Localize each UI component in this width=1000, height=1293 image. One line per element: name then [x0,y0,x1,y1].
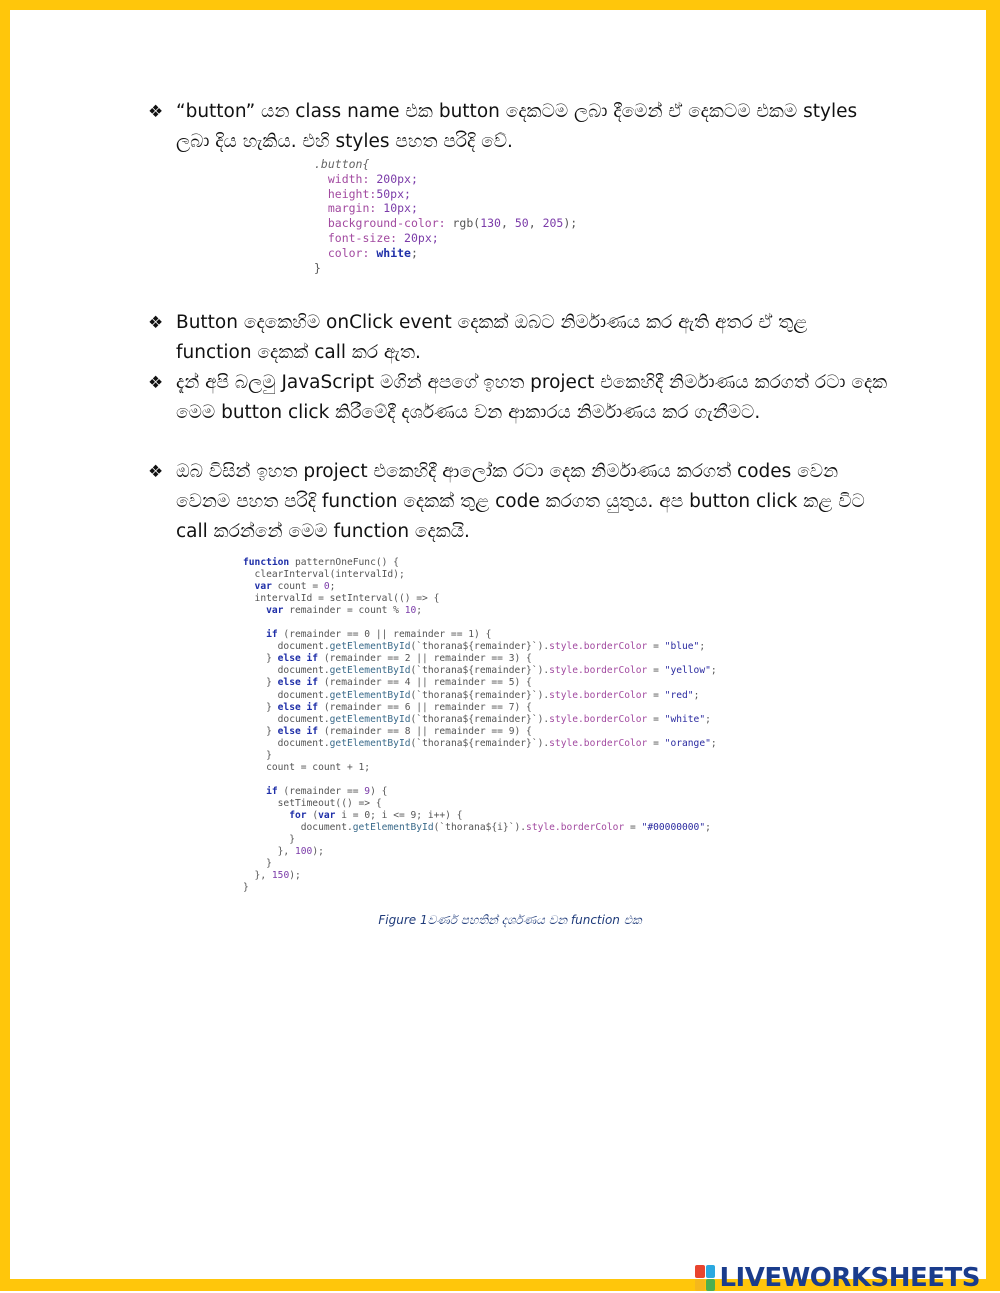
code-token: ); [563,216,578,231]
code-token: document. [243,822,353,834]
code-token: (remainder == 0 || remainder == 1) { [277,629,492,641]
code-token: style.borderColor [549,641,648,653]
code-token: 200px; [376,171,418,186]
code-token: ); [289,870,301,882]
css-code-snippet: .button{ width: 200px; height:50px; margin: 10px; background-color: rgb(130, 50, 205); font-size: 20px; color: white; } [314,157,578,275]
logo-text: LIVEWORKSHEETS [719,1263,980,1293]
logo-badge-icon [695,1265,715,1291]
code-token: ; [705,713,711,725]
code-token: ; [329,581,336,593]
code-token: clearInterval(intervalId); [243,569,405,581]
code-token: ; [693,689,700,701]
code-token: rgb( [452,216,481,231]
code-token: if [243,629,278,641]
code-token: i = 0; i <= 9; i++) { [335,809,463,821]
code-token: else if [277,653,319,665]
code-token: margin: [327,201,377,216]
code-token: = [647,737,665,749]
code-token: getElementById [329,737,411,749]
code-token: count = count + 1; [243,761,371,773]
code-token: (remainder == 8 || remainder == 9) { [318,725,532,737]
code-token: (`thorana${remainder}`). [410,713,550,725]
code-token: getElementById [329,689,411,701]
code-token: } [243,858,272,870]
code-token: height: [327,186,377,201]
logo-badge-cell [706,1279,716,1292]
code-token: ; [705,822,711,834]
js-code-snippet [243,557,717,894]
diamond-bullet-icon: ❖ [148,313,164,333]
code-token: ; [710,737,717,749]
code-token: function [243,557,290,568]
code-token: } [243,834,295,846]
code-token: }, [243,846,295,858]
code-token: }, [243,870,272,882]
code-token: "red" [664,689,694,701]
code-token: 205 [542,216,564,231]
code-token: "white" [664,713,706,725]
code-token: ; [699,641,706,653]
code-token: } [243,701,278,713]
code-token: ; [710,665,717,677]
code-token: (`thorana${remainder}`). [410,641,550,653]
code-token: document. [243,665,330,677]
code-token: font-size: [327,230,398,245]
bullet-text: දැන් අපි බලමු JavaScript මගින් අපගේ ඉහත project එකෙහිදී නිර්මාණය කරගත් රටා දෙක මෙම button click කිරීමේදී දර්ශණය වන ආකාරය නිර්මාණය කර ගැනීමට. [176,372,888,423]
code-token: } [243,725,278,737]
code-token: = [647,641,665,653]
code-token: (`thorana${remainder}`). [410,737,550,749]
code-token: else if [277,701,319,713]
code-token: (`thorana${remainder}`). [410,665,550,677]
code-token: document. [243,713,330,725]
code-token: "orange" [664,737,711,749]
code-token: else if [277,725,319,737]
code-token: width: [327,171,370,186]
code-token: count = [271,581,324,593]
code-token: 0 [323,581,330,593]
code-token: document. [243,641,330,653]
code-token: } [314,260,321,275]
code-token: } [243,749,272,761]
code-token: getElementById [329,665,411,677]
code-token: 20px; [404,230,439,245]
code-token: getElementById [352,822,434,834]
code-token: else if [277,677,319,689]
code-token: (`thorana${remainder}`). [410,689,550,701]
code-token: "#00000000" [641,822,706,834]
code-token: document. [243,689,330,701]
code-token: document. [243,737,330,749]
bullet-item-1 [148,97,888,157]
code-token: style.borderColor [526,822,625,834]
code-token: 150 [271,870,290,882]
code-token: ; [410,245,418,260]
code-token: color: [327,245,370,260]
diamond-bullet-icon: ❖ [148,462,164,482]
bullet-text: “button” යන class name එක button දෙකටම ලබා දීමෙන් ඒ දෙකටම එකම styles ලබා දිය හැකිය. එහි styles පහත පරිදි වේ. [176,101,858,152]
code-token: ); [312,846,324,858]
code-token: style.borderColor [549,713,648,725]
code-token: .button{ [314,157,370,171]
code-token: ( [306,809,319,821]
code-token: = [647,713,665,725]
code-token: var [318,809,336,821]
code-token: remainder = count % [283,605,405,617]
code-token: (remainder == 4 || remainder == 5) { [318,677,532,689]
code-token: style.borderColor [549,689,648,701]
code-token: ) { [370,785,388,797]
bullet-item-4 [148,457,888,547]
code-token: 100 [294,846,313,858]
code-token: 10 [404,605,417,617]
code-token: for [243,809,307,821]
bullet-text: ඔබ විසින් ඉහත project එකෙහිදී ආලෝක රටා දෙක නිර්මාණය කරගත් codes වෙන වෙනම පහත පරිදි function දෙකක් තුළ code කරගත යුතුය. අප button click කළ විට call කරන්නේ මෙම function දෙකයි. [176,461,865,542]
code-token: = [647,665,665,677]
figure-caption: Figure 1වර්ණ පහතින් දර්ශණය වන function එක [378,913,642,927]
code-token: ; [416,605,423,617]
code-token: } [243,882,249,894]
code-token: (remainder == 2 || remainder == 3) { [318,653,532,665]
code-token: 50px; [376,186,411,201]
code-token: background-color: [327,216,446,231]
logo-badge-cell [706,1265,716,1278]
code-token: 9 [364,785,371,797]
code-token: "yellow" [664,665,711,677]
code-token: if [243,785,278,797]
code-token: intervalId = setInterval(() => { [243,593,440,605]
diamond-bullet-icon: ❖ [148,102,164,122]
liveworksheets-logo[interactable] [695,1263,980,1293]
code-token: } [243,653,278,665]
code-token: getElementById [329,641,411,653]
bullet-item-2 [148,308,888,368]
code-token: "blue" [664,641,700,653]
code-token: white [376,245,411,260]
diamond-bullet-icon: ❖ [148,373,164,393]
code-token: style.borderColor [549,665,648,677]
code-token: (remainder == 6 || remainder == 7) { [318,701,532,713]
code-token: setTimeout(() => { [243,797,382,809]
code-token: patternOneFunc() { [289,557,399,568]
logo-badge-cell [695,1265,705,1278]
code-token: = [647,689,665,701]
code-token: } [243,677,278,689]
code-token: 130 [480,216,501,231]
code-token: (remainder == [277,785,365,797]
code-token: getElementById [329,713,411,725]
code-token: var [243,581,272,593]
bullet-item-3 [148,368,888,428]
code-token: 10px; [383,201,418,216]
code-token: var [243,605,284,617]
code-token: = [624,822,642,834]
code-token: style.borderColor [549,737,648,749]
logo-badge-cell [695,1279,705,1292]
code-token: (`thorana${i}`). [433,822,527,834]
bullet-text: Button දෙකෙහිම onClick event දෙකක් ඔබට නිර්මාණය කර ඇති අතර ඒ තුළ function දෙකක් call කර ඇත. [176,312,808,363]
code-token: 50 [514,216,529,231]
